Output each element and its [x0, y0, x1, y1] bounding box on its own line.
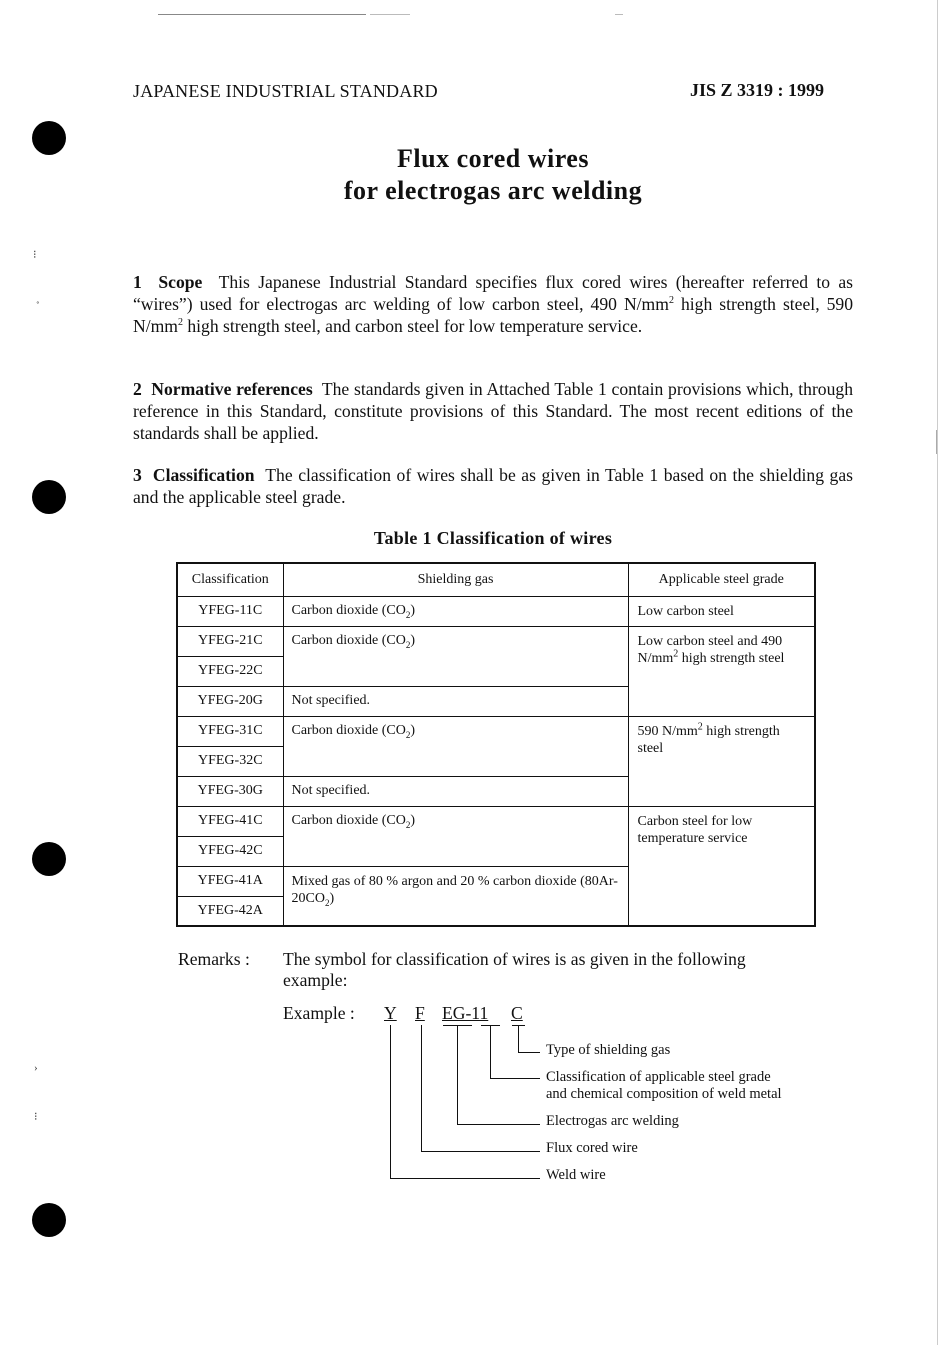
subscript: 2	[405, 639, 411, 650]
column-header: Shielding gas	[283, 563, 628, 596]
punch-hole-icon	[32, 480, 66, 514]
cell-text: Low carbon steel and 490 N/mm	[637, 633, 783, 666]
table-row	[177, 626, 815, 656]
example-symbol-flux: F	[415, 1003, 425, 1023]
cell-text: high strength steel	[637, 723, 780, 756]
section-heading: Scope	[158, 272, 203, 292]
connector-line	[421, 1025, 422, 1152]
section-text: high strength steel, and carbon steel for low temperature service.	[182, 316, 643, 336]
subscript: 2	[405, 819, 411, 830]
cell-text: high strength steel	[678, 651, 785, 666]
scan-speck-icon: ⁝	[33, 249, 37, 261]
cell-text: )	[410, 602, 415, 618]
scan-edge-line	[158, 14, 366, 15]
connector-line	[518, 1052, 540, 1053]
section-classification	[133, 464, 853, 508]
shielding-gas-cell	[283, 596, 628, 626]
section-text: The standards given in Attached Table 1 contain provisions which, through reference in this Standard, constitute provisions of this Standard. The most recent editions of the standards shall be applied.	[133, 379, 853, 443]
connector-line	[518, 1025, 519, 1053]
table-row	[177, 716, 815, 746]
standard-type-label: JAPANESE INDUSTRIAL STANDARD	[133, 81, 438, 101]
punch-hole-icon	[32, 842, 66, 876]
section-heading: Normative references	[151, 379, 313, 399]
section-text: This Japanese Industrial Standard specifies flux cored wires (hereafter referred to as “wires”) used for electrogas arc welding of low carbon steel, 490 N/mm	[133, 272, 853, 314]
scan-speck-icon: ›	[34, 1062, 38, 1074]
legend-steel-grade-line1: Classification of applicable steel grade	[546, 1069, 771, 1085]
classification-code: YFEG-22C	[177, 656, 283, 686]
connector-line	[490, 1025, 491, 1079]
classification-table	[176, 562, 816, 927]
example-symbol-weld: Y	[384, 1003, 397, 1023]
shielding-gas-cell	[283, 866, 628, 926]
superscript: 2	[177, 317, 183, 329]
classification-code: YFEG-32C	[177, 746, 283, 776]
cell-text: Carbon dioxide (CO	[291, 812, 406, 828]
shielding-gas-cell	[283, 716, 628, 776]
subscript: 2	[405, 609, 411, 620]
section-text: The classification of wires shall be as given in Table 1 based on the shielding gas and the applicable steel grade.	[133, 465, 853, 507]
cell-text: Carbon dioxide (CO	[291, 722, 406, 738]
cell-text: 590 N/mm	[637, 723, 698, 739]
connector-line	[421, 1151, 540, 1152]
steel-grade-cell: Carbon steel for low temperature service	[628, 806, 815, 926]
section-number: 2	[133, 379, 142, 399]
shielding-gas-cell	[283, 806, 628, 866]
section-number: 1	[133, 272, 142, 292]
connector-line	[390, 1025, 391, 1179]
scan-speck-icon: ˚	[36, 300, 40, 312]
superscript: 2	[697, 720, 703, 732]
classification-code: YFEG-20G	[177, 686, 283, 716]
subscript: 2	[324, 897, 330, 908]
classification-code: YFEG-31C	[177, 716, 283, 746]
section-heading: Classification	[152, 465, 255, 485]
shielding-gas-cell: Not specified.	[283, 776, 628, 806]
section-normative-references	[133, 378, 853, 444]
cell-text: Carbon dioxide (CO	[291, 602, 406, 618]
table-row	[177, 596, 815, 626]
remarks-label: Remarks :	[178, 949, 250, 969]
table-title: Table 1 Classification of wires	[373, 528, 613, 548]
section-number: 3	[133, 465, 142, 485]
example-symbol-grade: EG-11	[442, 1003, 489, 1023]
cell-text: Mixed gas of 80 % argon and 20 % carbon dioxide (80Ar-20CO	[291, 873, 618, 906]
classification-code: YFEG-41C	[177, 806, 283, 836]
scan-edge-line	[370, 14, 410, 15]
connector-line	[457, 1025, 458, 1125]
standard-number: JIS Z 3319 : 1999	[690, 80, 825, 100]
classification-code: YFEG-42A	[177, 896, 283, 926]
classification-code: YFEG-11C	[177, 596, 283, 626]
table-header-row	[177, 563, 815, 596]
classification-code: YFEG-42C	[177, 836, 283, 866]
shielding-gas-cell: Not specified.	[283, 686, 628, 716]
steel-grade-cell	[628, 626, 815, 716]
section-scope	[133, 271, 853, 337]
page-title: Flux cored wires	[397, 144, 589, 173]
steel-grade-cell: Low carbon steel	[628, 596, 815, 626]
scan-edge-line	[615, 14, 623, 15]
remarks-text: The symbol for classification of wires is as given in the following example:	[283, 949, 746, 990]
column-header: Classification	[177, 563, 283, 596]
cell-text: )	[329, 890, 335, 906]
connector-line	[390, 1178, 540, 1179]
page-subtitle: for electrogas arc welding	[343, 176, 643, 205]
classification-code: YFEG-21C	[177, 626, 283, 656]
legend-shielding-gas: Type of shielding gas	[546, 1042, 671, 1058]
connector-line	[490, 1078, 540, 1079]
cell-text: )	[410, 812, 415, 828]
table-row	[177, 806, 815, 836]
subscript: 2	[405, 729, 411, 740]
cell-text: )	[410, 722, 415, 738]
column-header: Applicable steel grade	[628, 563, 815, 596]
superscript: 2	[673, 648, 679, 660]
cell-text: )	[410, 632, 415, 648]
legend-steel-grade-line2: and chemical composition of weld metal	[546, 1086, 782, 1102]
shielding-gas-cell	[283, 626, 628, 686]
superscript: 2	[668, 295, 674, 307]
scan-edge-line	[936, 430, 937, 454]
legend-electrogas: Electrogas arc welding	[546, 1113, 679, 1129]
scan-speck-icon: ⁝	[34, 1111, 38, 1123]
steel-grade-cell	[628, 716, 815, 806]
legend-weld-wire: Weld wire	[546, 1167, 606, 1183]
cell-text: Carbon dioxide (CO	[291, 632, 406, 648]
classification-code: YFEG-41A	[177, 866, 283, 896]
example-label: Example :	[283, 1003, 355, 1023]
connector-line	[457, 1124, 540, 1125]
classification-code: YFEG-30G	[177, 776, 283, 806]
section-text: high strength steel, 590 N/mm	[133, 294, 854, 336]
example-symbol-gas: C	[511, 1003, 523, 1023]
legend-flux-cored: Flux cored wire	[546, 1140, 638, 1156]
punch-hole-icon	[32, 1203, 66, 1237]
